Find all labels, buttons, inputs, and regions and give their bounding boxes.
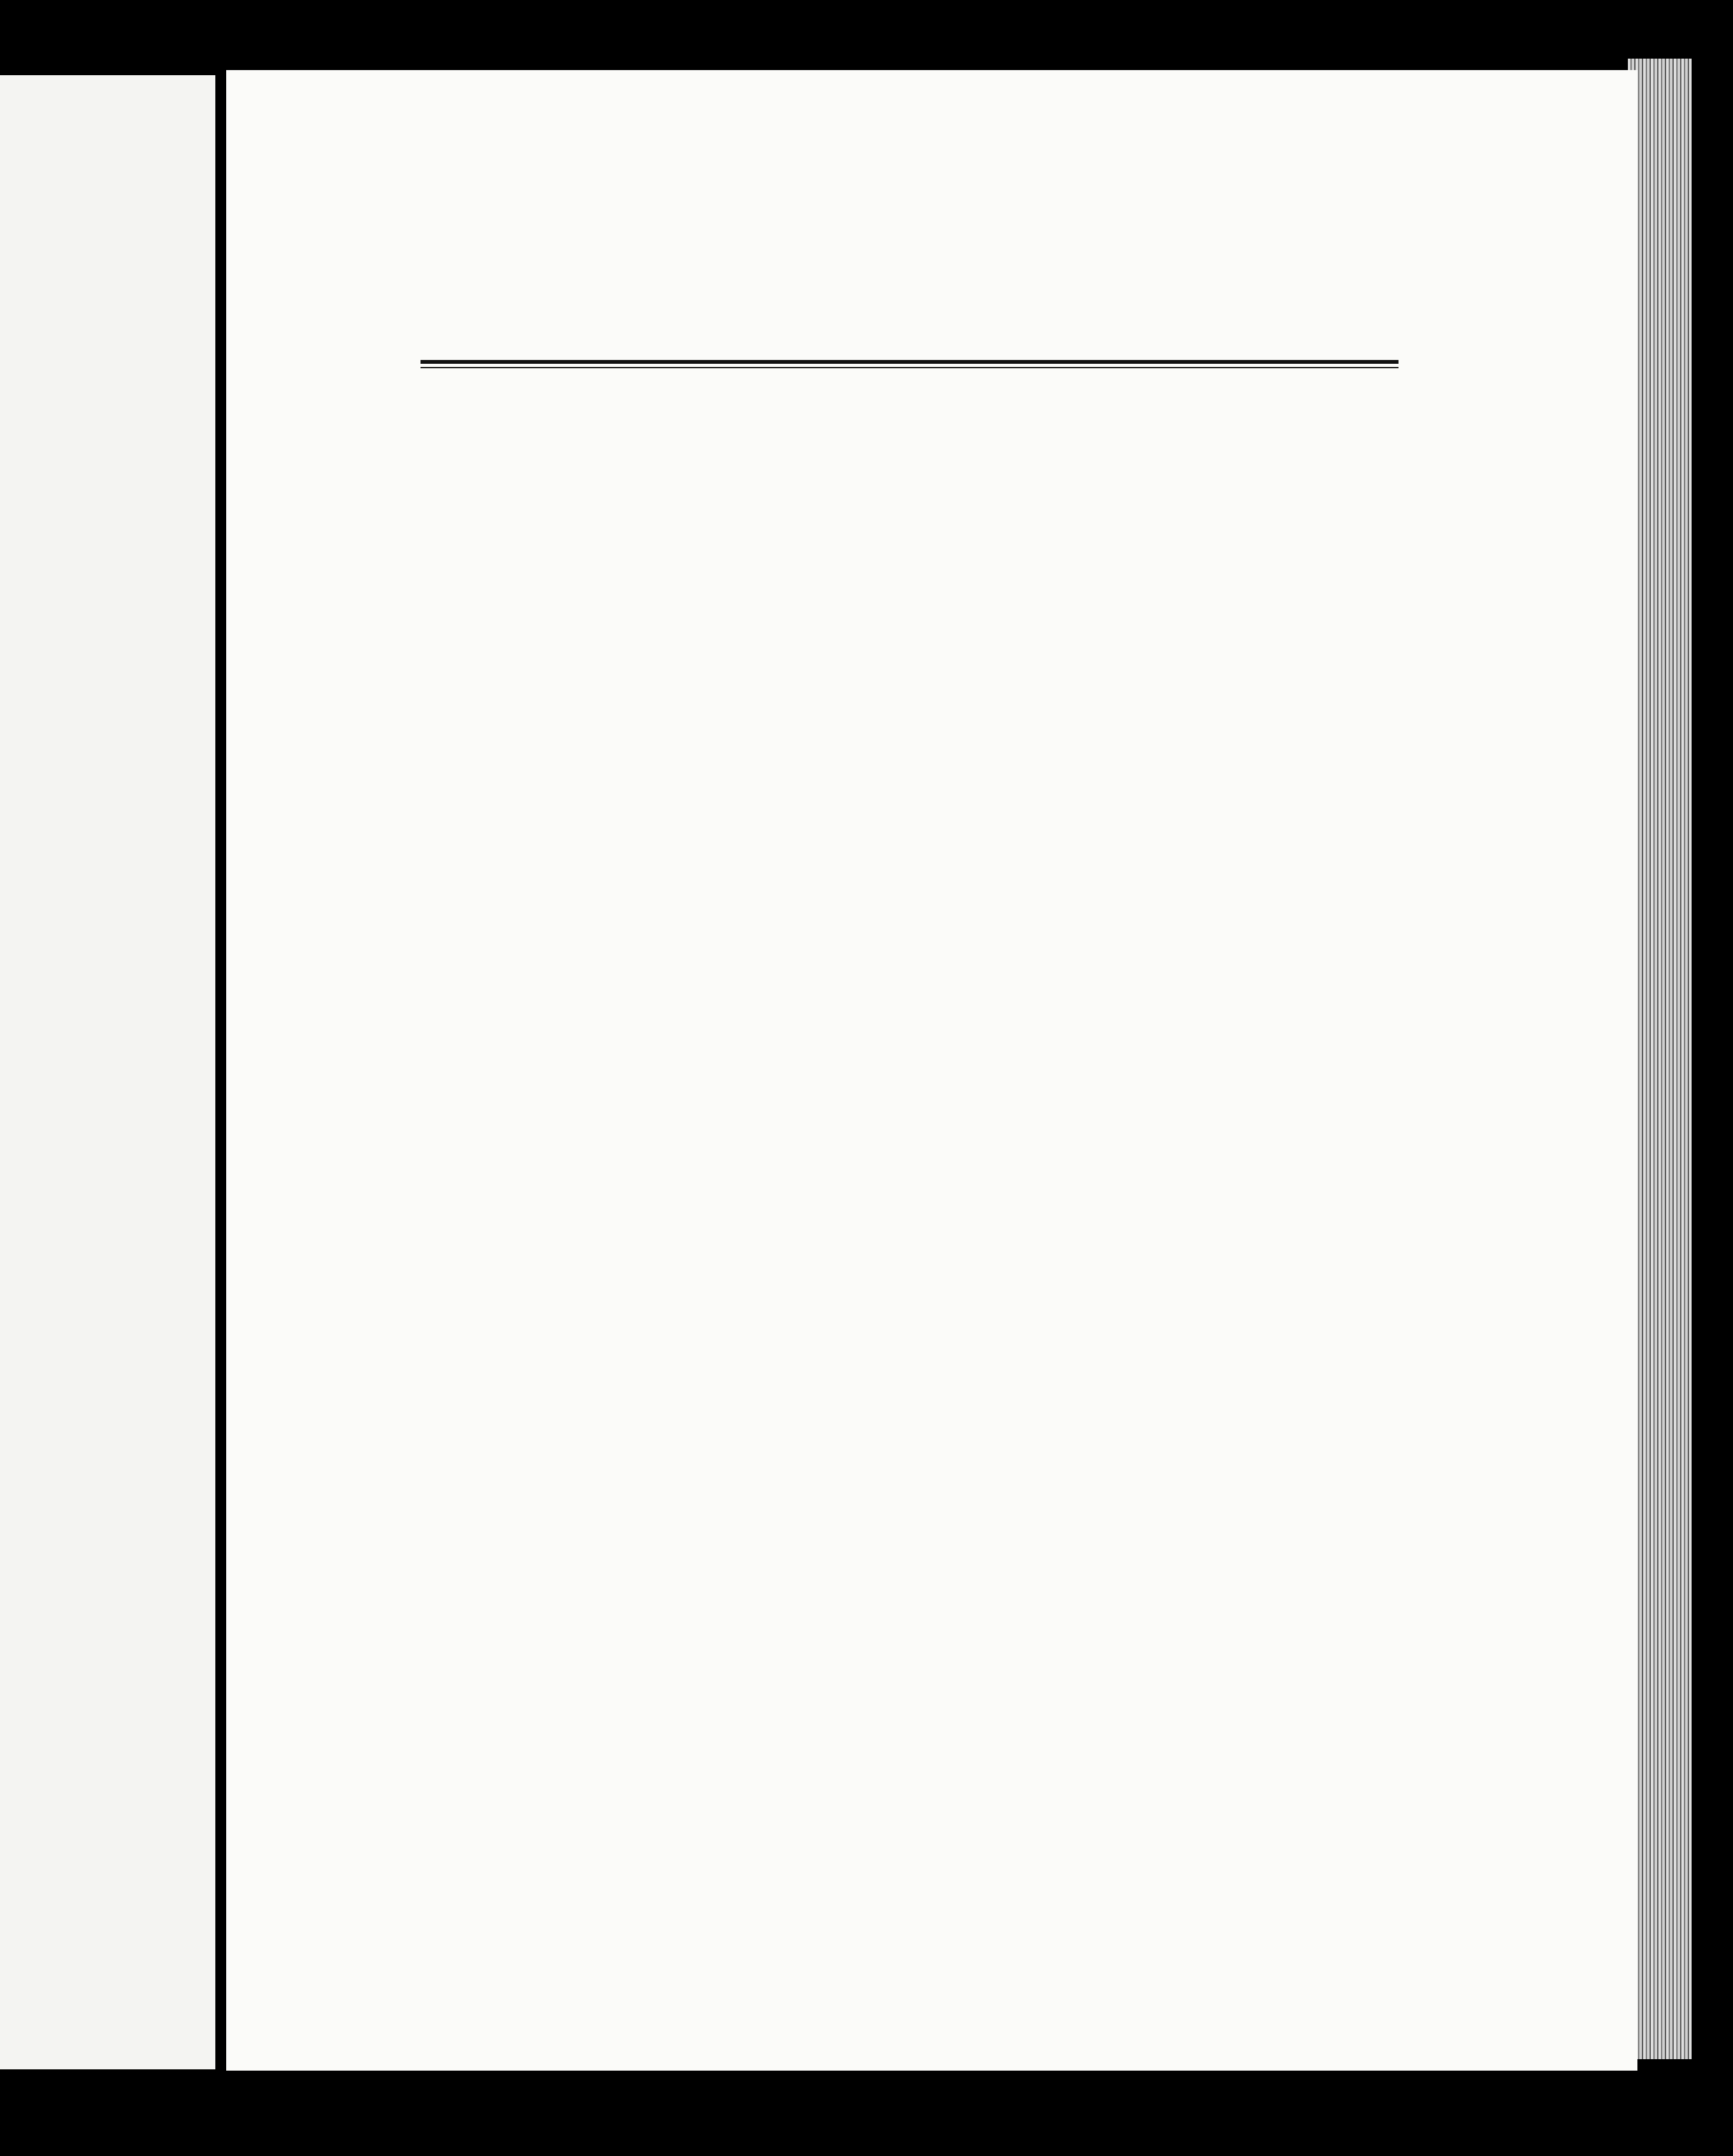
page-edges xyxy=(1628,59,1692,2059)
header-rule-thin xyxy=(421,367,1399,368)
left-page-edge xyxy=(0,75,215,2069)
book-page xyxy=(226,70,1637,2071)
header-rule xyxy=(421,360,1399,364)
